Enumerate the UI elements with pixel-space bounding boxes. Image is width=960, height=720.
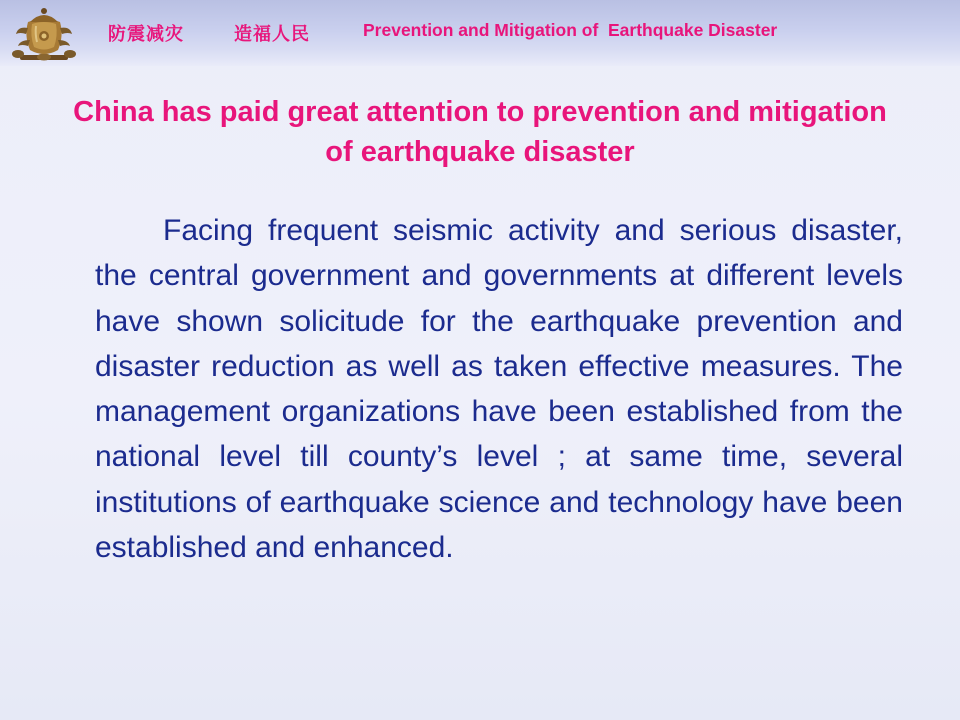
header-english-title: Prevention and Mitigation of Earthquake Disaster: [363, 20, 778, 40]
header-chinese-slogan-1: 防震减灾: [108, 24, 184, 44]
bronze-seismoscope-icon: [6, 2, 82, 64]
header-chinese-slogan-2: 造福人民: [234, 24, 310, 44]
body-paragraph: Facing frequent seismic activity and serious disaster, the central government and governments at different levels have shown solicitude for the earthquake prevention and disaster reduction as well as taken effective measures. The management organizations have been established from the national level till county’s level ; at same time, several institutions of earthquake science and technology have been established and enhanced.: [95, 214, 903, 565]
header-band: [0, 0, 960, 66]
slide-title: China has paid great attention to prevention and mitigation of earthquake disaster: [73, 96, 887, 168]
